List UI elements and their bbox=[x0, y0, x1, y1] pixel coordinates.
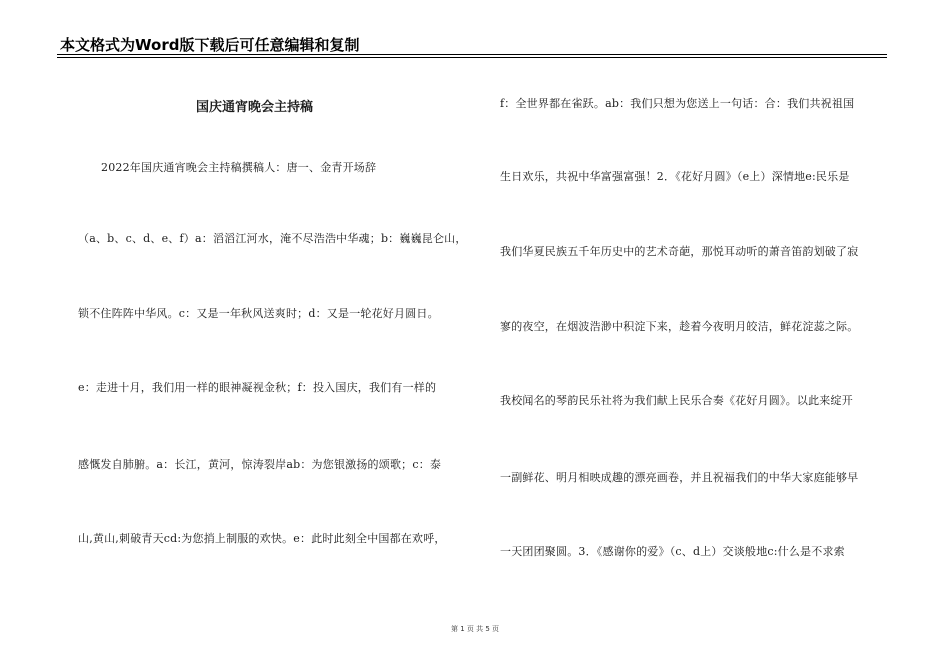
right-line: 一副鲜花、明月相映成趣的漂亮画卷，并且祝福我们的中华大家庭能够早 bbox=[500, 471, 859, 484]
document-banner: 本文格式为Word版下载后可任意编辑和复制 bbox=[60, 36, 360, 54]
right-line: 寥的夜空，在烟波浩渺中积淀下来，趁着今夜明月皎洁，鲜花淀蕊之际。 bbox=[500, 320, 859, 333]
right-line: 我们华夏民族五千年历史中的艺术奇葩，那悦耳动听的萧音笛韵划破了寂 bbox=[500, 245, 859, 258]
right-line: 生日欢乐，共祝中华富强富强！2．《花好月圆》（e上）深情地e:民乐是 bbox=[500, 170, 850, 183]
page-number: 第 1 页 共 5 页 bbox=[450, 625, 500, 633]
left-line: （a、b、c、d、e、f）a：滔滔江河水，淹不尽浩浩中华魂；b：巍巍昆仑山， bbox=[78, 232, 467, 245]
right-line: 我校闻名的琴韵民乐社将为我们献上民乐合奏《花好月圆》。以此来绽开 bbox=[500, 394, 853, 407]
left-line: 锁不住阵阵中华风。c：又是一年秋风送爽时；d：又是一轮花好月圆日。 bbox=[78, 307, 439, 320]
left-line: 感慨发自肺腑。a：长江，黄河，惊涛裂岸ab：为您银激扬的颂歌；c：泰 bbox=[78, 458, 442, 471]
right-line: 一天团团聚圆。3．《感谢你的爱》（c、d上）交谈般地c:什么是不求索 bbox=[500, 545, 845, 558]
left-line: 山,黄山,刺破青天cd:为您捎上制服的欢快。e：此时此刻全中国都在欢呼， bbox=[78, 532, 446, 545]
header-rule bbox=[57, 54, 887, 55]
document-title: 国庆通宵晚会主持稿 bbox=[196, 100, 314, 115]
header-rule-thin bbox=[57, 57, 887, 58]
left-line: e：走进十月，我们用一样的眼神凝视金秋；f：投入国庆，我们有一样的 bbox=[78, 381, 437, 394]
left-line: 2022年国庆通宵晚会主持稿撰稿人：唐一、金青开场辞 bbox=[101, 161, 377, 174]
right-line: f：全世界都在雀跃。ab：我们只想为您送上一句话：合：我们共祝祖国 bbox=[500, 97, 855, 110]
